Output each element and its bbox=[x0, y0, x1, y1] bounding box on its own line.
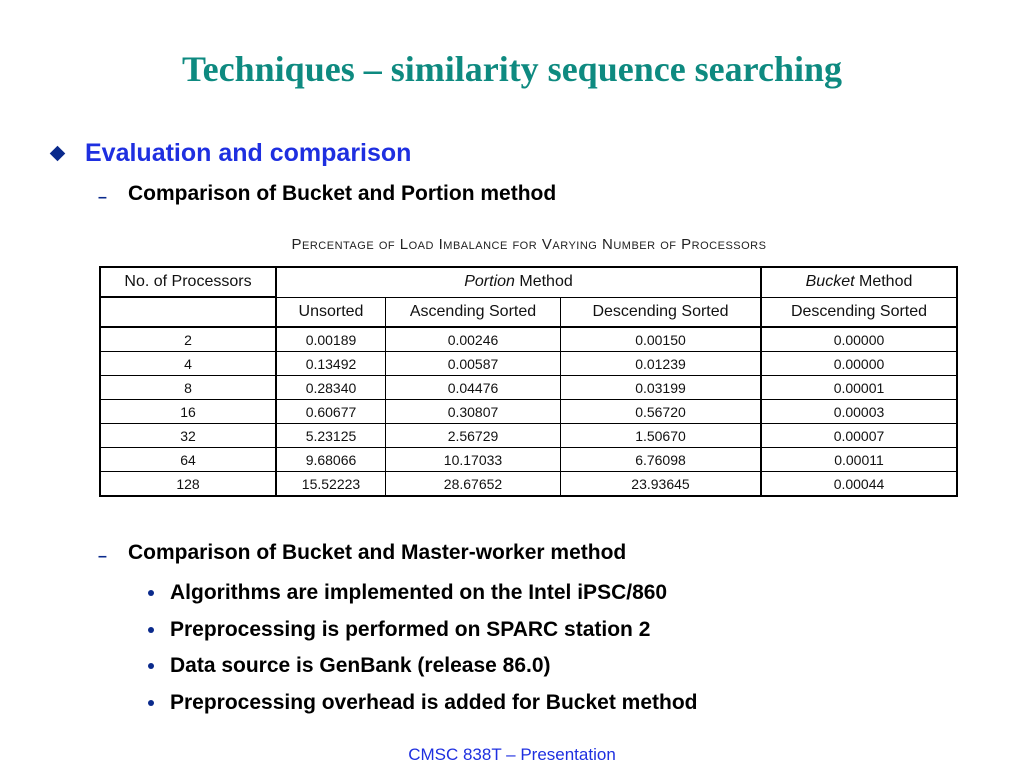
table-cell: 0.00246 bbox=[386, 327, 561, 352]
table-cell: 0.04476 bbox=[386, 376, 561, 400]
list-item-text: Preprocessing overhead is added for Bucket method bbox=[170, 691, 698, 714]
subsection-heading-1: Comparison of Bucket and Portion method bbox=[128, 182, 557, 205]
diamond-bullet-icon bbox=[50, 145, 66, 161]
list-item-text: Preprocessing is performed on SPARC station 2 bbox=[170, 618, 651, 641]
dot-bullet-icon bbox=[148, 627, 154, 633]
table-caption: Percentage of Load Imbalance for Varying Number of Processors bbox=[291, 236, 767, 253]
table-cell: 23.93645 bbox=[561, 472, 762, 497]
table-cell: 0.03199 bbox=[561, 376, 762, 400]
table-row bbox=[100, 352, 957, 376]
table-cell: 4 bbox=[100, 352, 276, 376]
subsection-heading-2: Comparison of Bucket and Master-worker method bbox=[128, 541, 627, 564]
table-cell: 0.01239 bbox=[561, 352, 762, 376]
table-cell: 2.56729 bbox=[386, 424, 561, 448]
header-processors: No. of Processors bbox=[100, 267, 276, 297]
table-cell: 0.00000 bbox=[761, 327, 957, 352]
table-cell: 16 bbox=[100, 400, 276, 424]
table-cell: 0.00044 bbox=[761, 472, 957, 497]
table-cell: 0.28340 bbox=[276, 376, 386, 400]
list-item bbox=[146, 689, 697, 717]
load-imbalance-table bbox=[99, 266, 958, 497]
portion-word: Portion bbox=[464, 273, 515, 291]
subheader-cell: Descending Sorted bbox=[761, 297, 957, 327]
list-item bbox=[146, 616, 650, 644]
header-portion-method bbox=[276, 267, 761, 297]
slide-footer: CMSC 838T – Presentation bbox=[408, 745, 616, 764]
table-cell: 2 bbox=[100, 327, 276, 352]
bucket-word: Bucket bbox=[805, 273, 855, 291]
table-subheader-row bbox=[100, 297, 957, 327]
method-word: Method bbox=[854, 273, 913, 291]
table-cell: 0.30807 bbox=[386, 400, 561, 424]
table-cell: 0.13492 bbox=[276, 352, 386, 376]
table-cell: 0.00000 bbox=[761, 352, 957, 376]
method-word: Method bbox=[514, 273, 573, 291]
table-cell: 32 bbox=[100, 424, 276, 448]
table-cell: 10.17033 bbox=[386, 448, 561, 472]
table-row bbox=[100, 400, 957, 424]
dash-bullet-icon: – bbox=[98, 189, 107, 206]
bullet-bucket-master-worker bbox=[98, 539, 626, 567]
bullet-evaluation bbox=[46, 136, 411, 170]
table-cell: 0.56720 bbox=[561, 400, 762, 424]
table-cell: 0.00587 bbox=[386, 352, 561, 376]
list-item-text: Data source is GenBank (release 86.0) bbox=[170, 654, 551, 677]
subheader-cell: Unsorted bbox=[276, 297, 386, 327]
table-cell: 0.00150 bbox=[561, 327, 762, 352]
table-cell: 6.76098 bbox=[561, 448, 762, 472]
list-item bbox=[146, 579, 667, 607]
subheader-cell: Descending Sorted bbox=[561, 297, 762, 327]
table-row bbox=[100, 472, 957, 497]
table-row bbox=[100, 424, 957, 448]
list-item bbox=[146, 652, 551, 680]
table-cell: 0.00011 bbox=[761, 448, 957, 472]
table-cell: 5.23125 bbox=[276, 424, 386, 448]
table-row bbox=[100, 376, 957, 400]
table-cell: 15.52223 bbox=[276, 472, 386, 497]
list-item-text: Algorithms are implemented on the Intel iPSC/860 bbox=[170, 581, 668, 604]
dot-bullet-icon bbox=[148, 590, 154, 596]
table-cell: 28.67652 bbox=[386, 472, 561, 497]
table-row bbox=[100, 327, 957, 352]
table-cell: 0.60677 bbox=[276, 400, 386, 424]
table-cell: 0.00001 bbox=[761, 376, 957, 400]
table-cell: 0.00003 bbox=[761, 400, 957, 424]
table-cell: 0.00189 bbox=[276, 327, 386, 352]
table-cell: 9.68066 bbox=[276, 448, 386, 472]
dot-bullet-icon bbox=[148, 700, 154, 706]
dash-bullet-icon: – bbox=[98, 548, 107, 565]
bullet-bucket-portion bbox=[98, 180, 556, 208]
subheader-empty bbox=[100, 297, 276, 327]
table-row bbox=[100, 448, 957, 472]
subheader-cell: Ascending Sorted bbox=[386, 297, 561, 327]
table-header-row bbox=[100, 267, 957, 297]
section-heading: Evaluation and comparison bbox=[85, 138, 412, 167]
dot-bullet-icon bbox=[148, 663, 154, 669]
table-cell: 128 bbox=[100, 472, 276, 497]
table-cell: 1.50670 bbox=[561, 424, 762, 448]
table-cell: 0.00007 bbox=[761, 424, 957, 448]
header-bucket-method bbox=[761, 267, 957, 297]
slide-title: Techniques – similarity sequence searching bbox=[181, 49, 843, 89]
table-cell: 64 bbox=[100, 448, 276, 472]
table-cell: 8 bbox=[100, 376, 276, 400]
